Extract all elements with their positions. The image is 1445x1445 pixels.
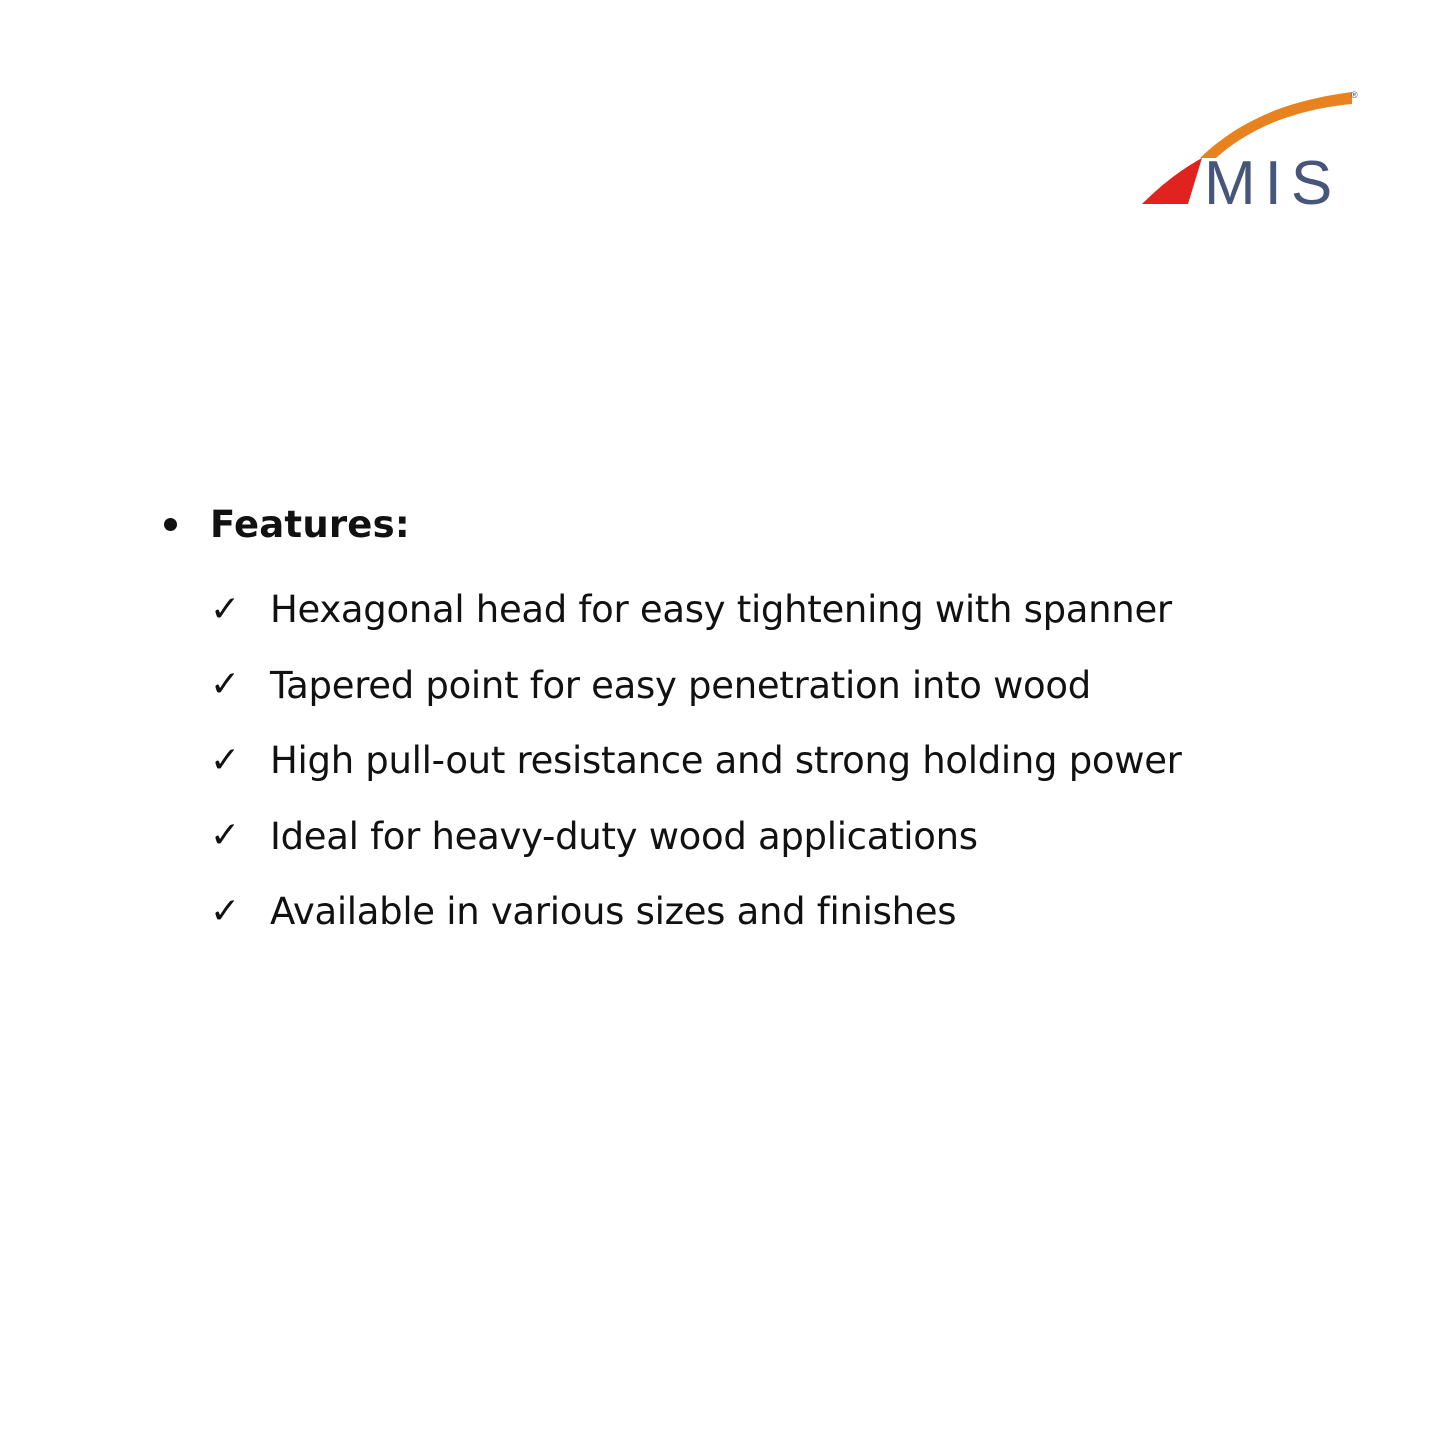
features-section bbox=[158, 496, 1338, 950]
features-heading-row bbox=[158, 496, 1338, 552]
feature-text: Tapered point for easy penetration into wood bbox=[270, 663, 1091, 707]
check-mark-icon: ✓ bbox=[210, 815, 241, 857]
feature-text: High pull-out resistance and strong holding power bbox=[270, 739, 1182, 783]
brand-logo bbox=[1138, 86, 1364, 212]
check-mark-icon: ✓ bbox=[210, 664, 241, 706]
check-mark-icon: ✓ bbox=[210, 739, 241, 781]
logo-red-swoosh bbox=[1142, 158, 1202, 204]
logo-wordmark: MIS bbox=[1204, 149, 1342, 212]
list-item bbox=[210, 723, 1338, 799]
bullet-icon bbox=[164, 518, 177, 531]
feature-list bbox=[158, 572, 1338, 950]
logo-registered-mark: ® bbox=[1351, 90, 1358, 100]
check-mark-icon: ✓ bbox=[210, 890, 241, 932]
list-item bbox=[210, 648, 1338, 724]
check-mark-icon: ✓ bbox=[210, 588, 241, 630]
feature-text: Available in various sizes and finishes bbox=[270, 890, 957, 934]
list-item bbox=[210, 874, 1338, 950]
feature-text: Ideal for heavy-duty wood applications bbox=[270, 814, 978, 858]
mis-logo-graphic bbox=[1138, 86, 1364, 212]
list-item bbox=[210, 572, 1338, 648]
features-heading: Features: bbox=[210, 502, 410, 546]
list-item bbox=[210, 799, 1338, 875]
feature-text: Hexagonal head for easy tightening with spanner bbox=[270, 588, 1172, 632]
